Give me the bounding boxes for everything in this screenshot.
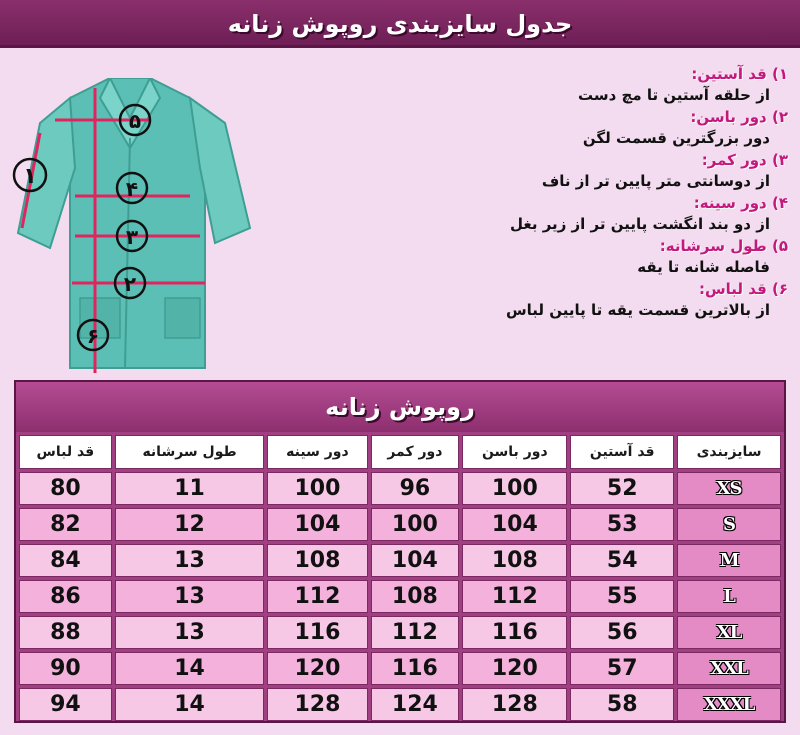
page-title: جدول سایزبندی روپوش زنانه (227, 10, 573, 38)
table-cell: 120 (462, 652, 567, 685)
table-cell: 116 (371, 652, 460, 685)
legend-desc: از دوسانتی متر پایین تر از ناف (541, 172, 770, 190)
legend-desc: دور بزرگترین قسمت لگن (582, 129, 770, 147)
table-row (19, 616, 781, 649)
table-row (19, 652, 781, 685)
table-cell: 90 (19, 652, 112, 685)
table-cell: 100 (462, 472, 567, 505)
table-cell: 58 (570, 688, 674, 721)
table-cell: 128 (267, 688, 367, 721)
svg-text:۵: ۵ (128, 109, 142, 133)
col-header-waist: دور کمر (371, 435, 460, 469)
measurement-legend (288, 64, 788, 322)
table-cell: 94 (19, 688, 112, 721)
legend-item-chest (288, 193, 788, 235)
size-cell: XXL (677, 652, 781, 685)
size-grid (16, 432, 784, 724)
table-row (19, 472, 781, 505)
table-cell: 112 (267, 580, 367, 613)
table-cell: 116 (462, 616, 567, 649)
legend-item-length (288, 279, 788, 321)
table-cell: 80 (19, 472, 112, 505)
table-cell: 52 (570, 472, 674, 505)
table-cell: 14 (115, 688, 265, 721)
table-cell: 84 (19, 544, 112, 577)
table-title: روپوش زنانه (16, 382, 784, 432)
col-header-length: قد لباس (19, 435, 112, 469)
table-header-row (19, 435, 781, 469)
table-cell: 108 (267, 544, 367, 577)
table-cell: 100 (371, 508, 460, 541)
legend-head: ۱) قد آستین: (691, 65, 788, 83)
table-cell: 11 (115, 472, 265, 505)
table-cell: 96 (371, 472, 460, 505)
table-cell: 100 (267, 472, 367, 505)
table-cell: 124 (371, 688, 460, 721)
svg-text:٢: ٢ (123, 272, 137, 296)
table-cell: 12 (115, 508, 265, 541)
table-cell: 82 (19, 508, 112, 541)
table-row (19, 544, 781, 577)
legend-head: ۵) طول سرشانه: (659, 237, 788, 255)
size-table (14, 380, 786, 723)
table-row (19, 508, 781, 541)
table-cell: 57 (570, 652, 674, 685)
table-cell: 55 (570, 580, 674, 613)
table-row (19, 580, 781, 613)
legend-head: ۴) دور سینه: (693, 194, 788, 212)
table-cell: 112 (462, 580, 567, 613)
table-cell: 86 (19, 580, 112, 613)
table-cell: 54 (570, 544, 674, 577)
table-cell: 56 (570, 616, 674, 649)
col-header-hip: دور باسن (462, 435, 567, 469)
legend-desc: از حلقه آستین تا مچ دست (577, 86, 770, 104)
svg-text:١: ١ (23, 164, 37, 189)
size-cell: M (677, 544, 781, 577)
col-header-shoulder: طول سرشانه (115, 435, 265, 469)
legend-item-shoulder (288, 236, 788, 278)
legend-item-waist (288, 150, 788, 192)
size-cell: S (677, 508, 781, 541)
legend-head: ۳) دور کمر: (701, 151, 788, 169)
legend-desc: از دو بند انگشت پایین تر از زیر بغل (510, 215, 770, 233)
legend-item-sleeve (288, 64, 788, 106)
table-cell: 88 (19, 616, 112, 649)
legend-desc: فاصله شانه تا یقه (637, 258, 770, 276)
legend-head: ۲) دور باسن: (690, 108, 788, 126)
legend-desc: از بالاترین قسمت یقه تا پایین لباس (505, 301, 770, 319)
table-cell: 116 (267, 616, 367, 649)
table-cell: 13 (115, 580, 265, 613)
table-cell: 14 (115, 652, 265, 685)
size-cell: L (677, 580, 781, 613)
table-cell: 104 (462, 508, 567, 541)
table-cell: 112 (371, 616, 460, 649)
legend-head: ۶) قد لباس: (698, 280, 788, 298)
table-cell: 128 (462, 688, 567, 721)
col-header-size: سایزبندی (677, 435, 781, 469)
table-cell: 13 (115, 616, 265, 649)
svg-text:٣: ٣ (125, 225, 139, 249)
table-cell: 108 (371, 580, 460, 613)
size-cell: XXXL (677, 688, 781, 721)
table-cell: 104 (267, 508, 367, 541)
coat-illustration (0, 78, 280, 378)
legend-item-hip (288, 107, 788, 149)
table-cell: 104 (371, 544, 460, 577)
col-header-sleeve: قد آستین (570, 435, 674, 469)
table-row (19, 688, 781, 721)
table-cell: 53 (570, 508, 674, 541)
col-header-chest: دور سینه (267, 435, 367, 469)
svg-text:۶: ۶ (86, 324, 100, 348)
table-cell: 120 (267, 652, 367, 685)
size-cell: XS (677, 472, 781, 505)
svg-text:۴: ۴ (125, 177, 139, 201)
table-cell: 13 (115, 544, 265, 577)
size-cell: XL (677, 616, 781, 649)
table-cell: 108 (462, 544, 567, 577)
